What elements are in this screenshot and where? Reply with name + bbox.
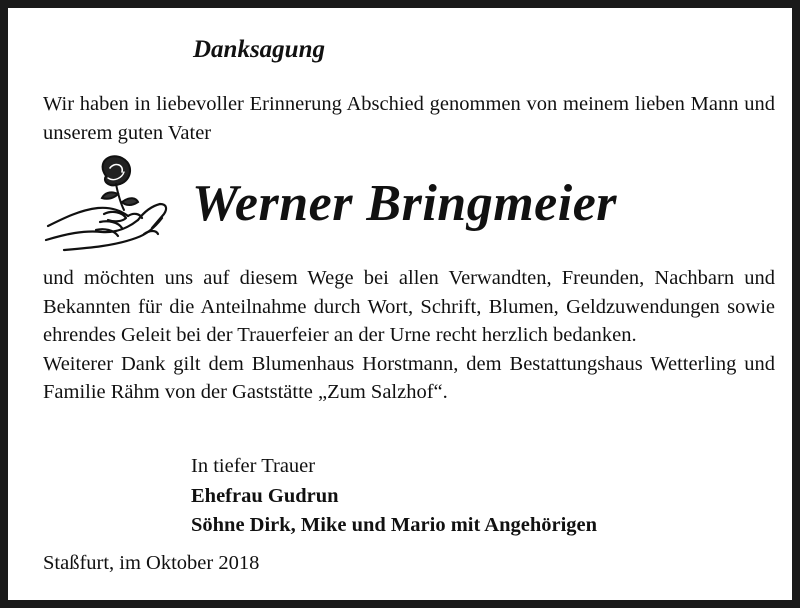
- body-text: [43, 264, 775, 407]
- signature-line: Söhne Dirk, Mike und Mario mit Angehörigen: [191, 514, 598, 536]
- place-date: Staßfurt, im Oktober 2018: [43, 552, 260, 574]
- notice-heading: Danksagung: [193, 36, 325, 63]
- deceased-name: Werner Bringmeier: [192, 175, 618, 232]
- hands-holding-rose-icon: [44, 148, 172, 256]
- intro-text: Wir haben in liebevoller Erinnerung Abschied genommen von meinem lieben Mann und unserem guten Vater: [43, 93, 775, 144]
- body-paragraph: Weiterer Dank gilt dem Blumenhaus Horstmann, dem Bestattungshaus Wetterling und Familie Rähm von der Gaststätte „Zum Salzhof“.: [43, 352, 775, 403]
- signature-line: In tiefer Trauer: [191, 455, 316, 477]
- body-paragraph: und möchten uns auf diesem Wege bei allen Verwandten, Freunden, Nachbarn und Bekannten für die Anteilnahme durch Wort, Schrift, Blumen, Geldzuwendungen sowie ehrendes Geleit bei der Trauerfeier an der Urne recht herzlich bedanken.: [43, 267, 775, 346]
- signature-block: [191, 452, 597, 541]
- signature-line: Ehefrau Gudrun: [191, 484, 339, 507]
